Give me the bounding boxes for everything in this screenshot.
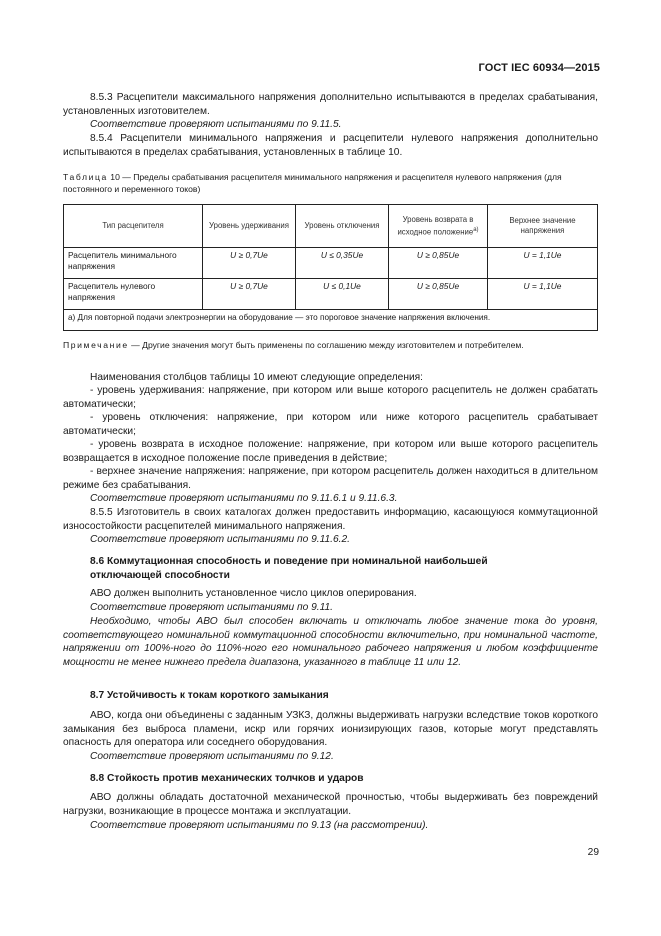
cell-reset: U ≥ 0,85Ue [389, 248, 488, 279]
header-trip: Уровень отключения [296, 205, 389, 248]
table-row [64, 279, 598, 310]
header-hold: Уровень удерживания [203, 205, 296, 248]
section-8-7-title: 8.7 Устойчивость к токам короткого замыкания [90, 690, 329, 701]
header-reset [389, 205, 488, 248]
section-8-7-check: Соответствие проверяют испытаниями по 9.12. [90, 751, 334, 762]
table-header-row [64, 205, 598, 248]
cell-reset: U ≥ 0,85Ue [389, 279, 488, 310]
section-8-7-p1: АВО, когда они объединены с заданным УЗКЗ, должны выдерживать нагрузки вследствие токов короткого замыкания без выброса пламени, искр или горячих ионизирующих газов, которые могут представлять опасность для оператора или соседнего оборудования. [63, 710, 598, 749]
table-footnote-row [64, 310, 598, 331]
section-8-6-title [90, 555, 488, 582]
definitions-check: Соответствие проверяют испытаниями по 9.11.6.1 и 9.11.6.3. [90, 493, 398, 504]
clause-8-5-5: 8.5.5 Изготовитель в своих каталогах должен предоставить информацию, касающуюся коммутационной износостойкости расцепителей минимального напряжения. [63, 507, 598, 532]
table-caption-text: 10 — Пределы срабатывания расцепителя минимального напряжения и расцепителя нулевого напряжения (для постоянного и переменного токов) [63, 172, 562, 194]
standard-header: ГОСТ IEC 60934—2015 [478, 62, 600, 74]
definition-item: - уровень удерживания: напряжение, при котором или выше которого расцепитель не должен срабатать автоматически; [63, 385, 598, 410]
columns-intro: Наименования столбцов таблицы 10 имеют следующие определения: [90, 372, 424, 383]
note [63, 340, 598, 352]
table-10 [63, 204, 598, 331]
cell-upper: U = 1,1Ue [488, 279, 598, 310]
page-number: 29 [587, 847, 599, 858]
cell-type: Расцепитель минимального напряжения [64, 248, 203, 279]
header-reset-sup: а) [473, 226, 479, 233]
section-8-8-p1: АВО должны обладать достаточной механической прочностью, чтобы выдерживать без повреждений нагрузки, возникающие в процессе монтажа и эксплуатации. [63, 792, 598, 817]
cell-upper: U = 1,1Ue [488, 248, 598, 279]
section-8-8-check: Соответствие проверяют испытаниями по 9.13 (на рассмотрении). [90, 820, 429, 831]
cell-hold: U ≥ 0,7Ue [203, 248, 296, 279]
table-footnote: а) Для повторной подачи электроэнергии на оборудование — это пороговое значение напряжения включения. [64, 310, 598, 331]
section-8-6-title-line2: отключающей способности [90, 569, 230, 581]
section-8-6-p1: АВО должен выполнить установленное число циклов оперирования. [90, 588, 417, 599]
table-row [64, 248, 598, 279]
section-8-6-check: Соответствие проверяют испытаниями по 9.11. [90, 602, 334, 613]
definition-item: - верхнее значение напряжения: напряжение, при котором расцепитель должен находиться в длительном режиме без срабатывания. [63, 466, 598, 491]
cell-trip: U ≤ 0,1Ue [296, 279, 389, 310]
cell-type: Расцепитель нулевого напряжения [64, 279, 203, 310]
cell-trip: U ≤ 0,35Ue [296, 248, 389, 279]
clause-8-5-5-check: Соответствие проверяют испытаниями по 9.11.6.2. [90, 534, 351, 545]
section-8-8-title: 8.8 Стойкость против механических толчков и ударов [90, 773, 364, 784]
clause-8-5-3-check: Соответствие проверяют испытаниями по 9.11.5. [90, 119, 342, 130]
definition-item: - уровень возврата в исходное положение: напряжение, при котором или выше которого расцепитель возвращается в исходное положение после приведения в действие; [63, 439, 598, 464]
definition-item: - уровень отключения: напряжение, при котором или ниже которого расцепитель срабатывает автоматически; [63, 412, 598, 437]
header-type: Тип расцепителя [64, 205, 203, 248]
table-10-caption [63, 172, 598, 195]
header-upper: Верхнее значение напряжения [488, 205, 598, 248]
note-text: — Другие значения могут быть применены по соглашению между изготовителем и потребителем. [131, 340, 524, 350]
clause-8-5-4: 8.5.4 Расцепители минимального напряжения и расцепители нулевого напряжения дополнительно испытываются в пределах срабатывания, установленных в таблице 10. [63, 133, 598, 158]
clause-8-5-3: 8.5.3 Расцепители максимального напряжения дополнительно испытываются в пределах срабатывания, установленных изготовителем. [63, 92, 598, 117]
cell-hold: U ≥ 0,7Ue [203, 279, 296, 310]
note-label: Примечание [63, 340, 129, 350]
header-reset-text: Уровень возврата в исходное положение [397, 214, 474, 237]
section-8-6-p2: Необходимо, чтобы АВО был способен включать и отключать любое значение тока до уровня, соответствующего номинальной коммутационной способности включительно, при номинальной частоте, напряжении от 100%-ного до 110%-ного его номинального рабочего напряжения и любом коэффициенте мощности не менее нижнего предела диапазона, указанного в таблице 11 или 12. [63, 616, 598, 668]
table-caption-word: Таблица [63, 172, 108, 182]
section-8-6-title-line1: 8.6 Коммутационная способность и поведение при номинальной наибольшей [90, 556, 488, 567]
